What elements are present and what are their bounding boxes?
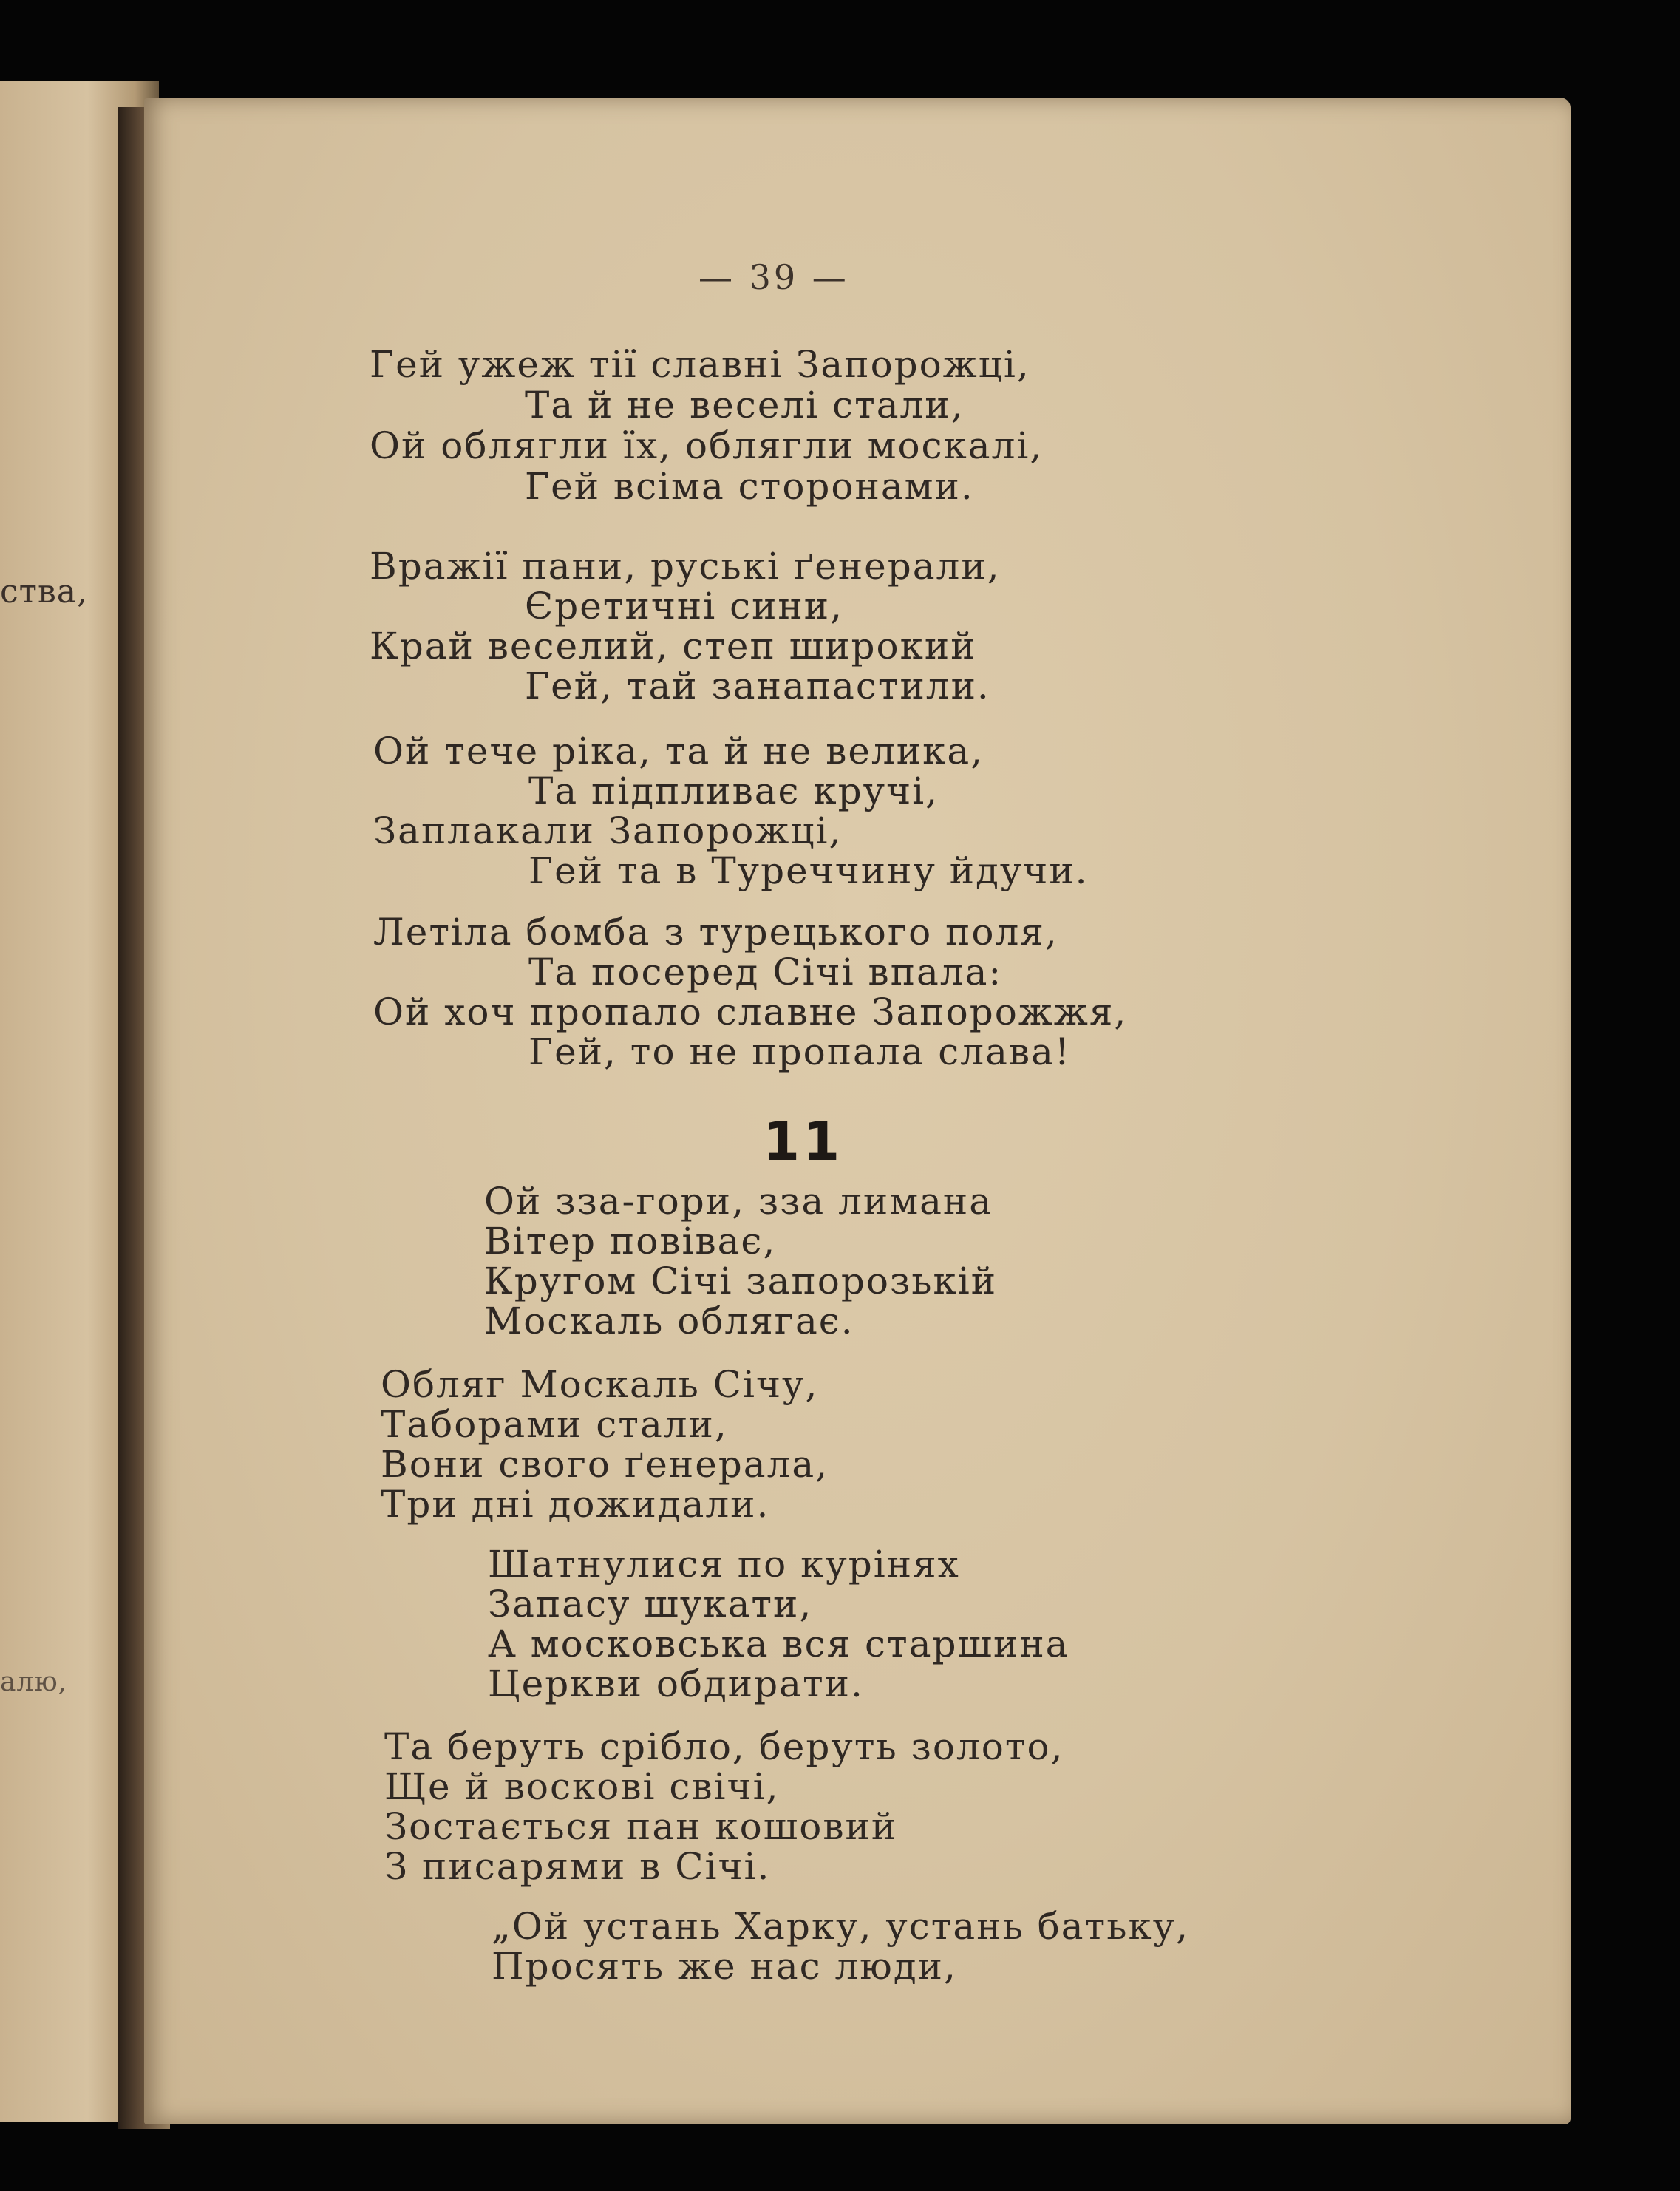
verse-line: Обляг Москаль Січу, (381, 1363, 819, 1406)
left-page-fragment: ства, (0, 573, 88, 611)
verse-line: Кругом Січі запорозькій (484, 1260, 998, 1302)
verse-line: Просять же нас люди, (492, 1945, 957, 1988)
verse-line: Гей, то не пропала слава! (528, 1030, 1071, 1073)
verse-line: Запасу шукати, (488, 1583, 813, 1626)
verse-line: Ще й воскові свічі, (384, 1765, 780, 1808)
verse-line: А московська вся старшина (488, 1623, 1069, 1665)
verse-line: Москаль облягає. (484, 1300, 854, 1342)
verse-line: Гей всіма сторонами. (525, 465, 974, 508)
verse-line: Зостається пан кошовий (384, 1805, 898, 1848)
verse-line: Та посеред Січі впала: (528, 951, 1003, 993)
verse-line: Та й не веселі стали, (525, 384, 965, 427)
verse-line: Та беруть срібло, беруть золото, (384, 1725, 1064, 1768)
verse-line: Ой хоч пропало славне Запорожжя, (373, 991, 1128, 1033)
verse-line: Летіла бомба з турецького поля, (373, 911, 1058, 954)
verse-line: Та підпливає кручі, (528, 770, 939, 812)
verse-line: Гей ужеж тії славні Запорожці, (370, 343, 1030, 386)
verse-line: Гей та в Туреччину йдучи. (528, 849, 1089, 892)
verse-line: Три дні дожидали. (381, 1483, 770, 1526)
left-page-fragment: алю, (0, 1667, 68, 1697)
verse-line: „Ой устань Харку, устань батьку, (492, 1905, 1190, 1948)
page-number: — 39 — (698, 257, 849, 297)
verse-line: Єретичні сини, (525, 585, 843, 628)
verse-line: Церкви обдирати. (488, 1662, 864, 1705)
verse-line: Ой облягли їх, облягли москалі, (370, 424, 1044, 467)
verse-line: Ой тече ріка, та й не велика, (373, 730, 984, 772)
verse-line: Шатнулися по курінях (488, 1543, 960, 1586)
verse-line: Таборами стали, (381, 1403, 728, 1446)
verse-line: Вони свого ґенерала, (381, 1443, 829, 1486)
verse-line: З писарями в Січі. (384, 1845, 771, 1888)
verse-line: Ой зза-гори, зза лимана (484, 1180, 993, 1223)
song-number: 11 (763, 1110, 843, 1172)
verse-line: Гей, тай занапастили. (525, 665, 990, 707)
verse-line: Вітер повіває, (484, 1220, 777, 1263)
verse-line: Вражії пани, руські ґенерали, (370, 545, 1001, 588)
verse-line: Заплакали Запорожці, (373, 809, 843, 852)
verse-line: Край веселий, степ широкий (370, 625, 977, 668)
